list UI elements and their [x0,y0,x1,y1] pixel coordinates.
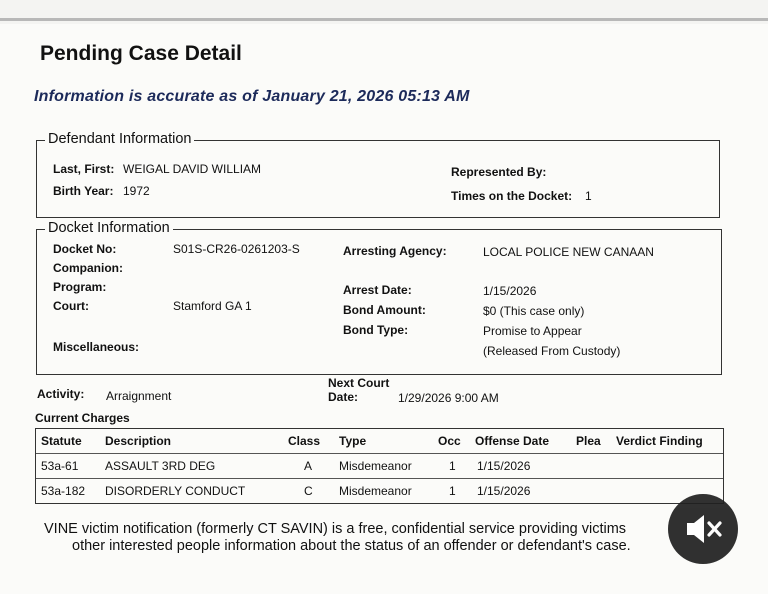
offense-date-cell: 1/15/2026 [477,459,531,473]
top-bar [0,0,768,21]
last-first-value: WEIGAL DAVID WILLIAM [123,162,262,176]
table-row [36,453,723,478]
vine-notice-line-1: VINE victim notification (formerly CT SAVIN) is a free, confidential service providing victims [44,521,627,537]
bond-type-value: Promise to Appear [483,324,582,338]
page-title: Pending Case Detail [40,42,242,65]
defendant-information-legend: Defendant Information [45,131,194,147]
occ-cell: 1 [449,484,456,498]
bond-type-note: (Released From Custody) [483,344,621,358]
table-row [36,478,723,503]
offense-date-cell: 1/15/2026 [477,484,531,498]
times-on-docket-label: Times on the Docket: [451,189,573,203]
court-value: Stamford GA 1 [173,299,252,313]
statute-cell: 53a-182 [41,484,86,498]
type-cell: Misdemeanor [339,459,412,473]
bond-type-label: Bond Type: [343,323,409,337]
current-charges-heading: Current Charges [35,411,130,425]
next-court-date-label: Date: [328,390,359,404]
bond-amount-value: $0 (This case only) [483,304,585,318]
table-header-row [36,429,723,453]
docket-no-value: S01S-CR26-0261203-S [173,242,300,256]
occ-cell: 1 [449,459,456,473]
activity-value: Arraignment [106,389,172,403]
charges-table [35,428,724,504]
column-header-plea: Plea [576,434,601,448]
arresting-agency-label: Arresting Agency: [343,244,447,258]
description-cell: ASSAULT 3RD DEG [105,459,216,473]
bond-amount-label: Bond Amount: [343,303,426,317]
description-cell: DISORDERLY CONDUCT [105,484,246,498]
column-header-type: Type [339,434,367,448]
column-header-statute: Statute [41,434,82,448]
arrest-date-label: Arrest Date: [343,283,412,297]
arresting-agency-value: LOCAL POLICE NEW CANAAN [483,245,654,259]
column-header-occ: Occ [438,434,461,448]
birth-year-label: Birth Year: [53,184,114,198]
column-header-verdict-finding: Verdict Finding [616,434,703,448]
docket-information-box [36,220,722,375]
miscellaneous-label: Miscellaneous: [53,340,140,354]
column-header-offense-date: Offense Date [475,434,550,448]
last-first-label: Last, First: [53,162,115,176]
type-cell: Misdemeanor [339,484,412,498]
next-court-label: Next Court [328,376,390,390]
speaker-muted-icon [668,494,738,564]
statute-cell: 53a-61 [41,459,79,473]
accuracy-note: Information is accurate as of January 21, 2026 05:13 AM [34,88,470,105]
mute-toggle-button[interactable] [668,494,738,564]
vine-notice-line-2: other interested people information about the status of an offender or defendant's case. [72,538,631,554]
next-court-date-value: 1/29/2026 9:00 AM [398,391,499,405]
court-label: Court: [53,299,89,313]
column-header-description: Description [105,434,172,448]
times-on-docket-value: 1 [585,189,592,203]
represented-by-label: Represented By: [451,165,547,179]
class-cell: A [304,459,313,473]
docket-information-legend: Docket Information [45,220,173,236]
companion-label: Companion: [53,261,123,275]
birth-year-value: 1972 [123,184,150,198]
program-label: Program: [53,280,107,294]
class-cell: C [304,484,313,498]
defendant-information-box [36,131,720,218]
column-header-class: Class [288,434,321,448]
document-page [0,24,768,594]
arrest-date-value: 1/15/2026 [483,284,537,298]
docket-no-label: Docket No: [53,242,117,256]
activity-label: Activity: [37,387,85,401]
